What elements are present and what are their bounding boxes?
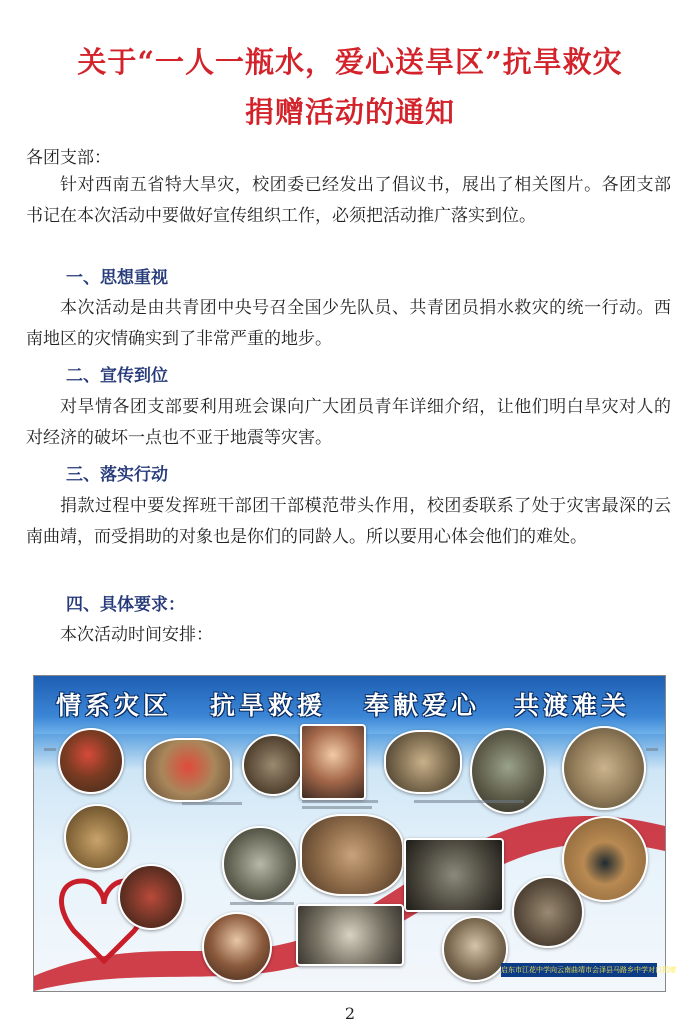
intro-paragraph: 针对西南五省特大旱灾，校团委已经发出了倡议书，展出了相关图片。各团支部书记在本次活动中要做好宣传组织工作，必须把活动推广落实到位。 [26,175,671,226]
caption-line [302,806,372,809]
title-line-1: 关于“一人一瓶水，爱心送旱区”抗旱救灾 [77,45,623,79]
poster-slogan-2: 抗旱救援 [210,691,327,720]
caption-line [230,902,294,905]
photo-hands-soil [512,876,584,948]
title-line-2: 捐赠活动的通知 [244,95,455,129]
photo-hand-cracked-earth [300,814,404,896]
section-body-4: 本次活动时间安排： [60,625,213,645]
photo-villagers-resting [242,734,304,796]
poster-slogan-3: 奉献爱心 [364,691,481,720]
poster-slogan-4: 共渡难关 [514,691,631,720]
photo-child-drinking [58,728,124,794]
section-body-2: 对旱情各团支部要利用班会课向广大团员青年详细介绍，让他们明白旱灾对人的对经济的破坏一点也不亚于地震等灾害。 [26,397,671,448]
salutation: 各团支部： [26,148,111,168]
poster-slogan-1: 情系灾区 [56,691,173,720]
caption-line [646,748,658,751]
photo-water-distribution [296,904,404,966]
photo-water-buckets [144,738,232,802]
section-heading-2: 二、宣传到位 [66,366,168,386]
photo-drinking-from-ground [404,838,504,912]
section-heading-3: 三、落实行动 [66,465,168,485]
section-heading-4: 四、具体要求： [66,595,185,615]
section-body-1: 本次活动是由共青团中央号召全国少先队员、共青团员捐水救灾的统一行动。西南地区的灾情确实到了非常严重的地步。 [26,298,671,349]
photo-crowd-gathering [118,864,184,930]
poster-footer-text: 启东市江花中学向云南曲靖市会泽县马路乡中学对口捐赠 [501,963,657,977]
caption-line [44,748,56,751]
photo-child-water-bottle [202,912,272,982]
photo-dry-riverbed [562,726,646,810]
caption-line [414,800,524,803]
section-body-3: 捐款过程中要发挥班干部团干部模范带头作用，校团委联系了处于灾害最深的云南曲靖，而受捐助的对象也是你们的同龄人。所以要用心体会他们的难处。 [26,496,671,547]
photo-carrying-basket [384,730,462,794]
drought-relief-poster [33,675,676,992]
photo-child-portrait [300,724,366,800]
section-heading-1: 一、思想重视 [66,268,168,288]
photo-elder-cracked-ground [442,916,508,982]
caption-line [302,800,378,803]
page-number: 2 [344,1004,356,1023]
caption-line [182,802,242,805]
photo-water-transport [222,826,298,902]
photo-cracked-field-farmer [64,804,130,870]
